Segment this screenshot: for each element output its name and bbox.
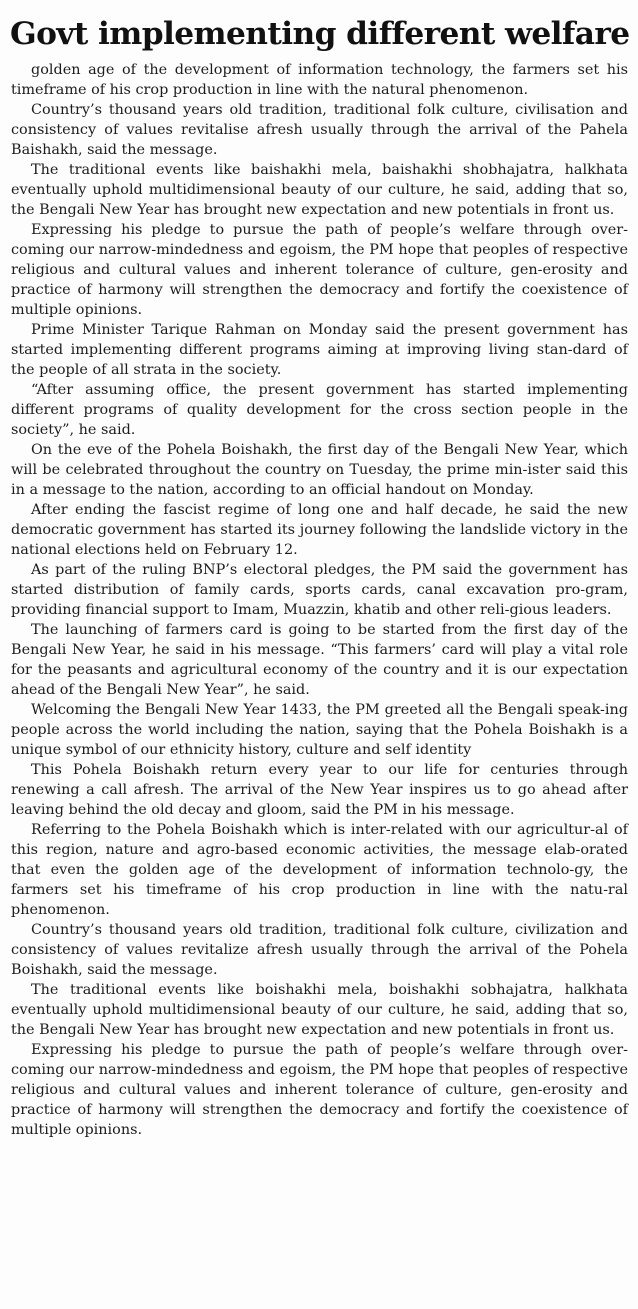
article-paragraph: Expressing his pledge to pursue the path of people’s welfare through over-coming our narrow-mindedness and egoism, the PM hope that peoples of respective religious and cultural values and inherent tolerance of culture, gen-erosity and practice of harmony will strengthen the democracy and fortify the coexistence of multiple opinions. bbox=[11, 222, 628, 318]
article-paragraph: The launching of farmers card is going to be started from the first day of the Bengali New Year, he said in his message. “This farmers’ card will play a vital role for the peasants and agricultural economy of the country and it is our expectation ahead of the Bengali New Year”, he said. bbox=[11, 622, 628, 698]
headline: Govt implementing different welfare bbox=[10, 16, 630, 52]
article-paragraph: Expressing his pledge to pursue the path of people’s welfare through over-coming our narrow-mindedness and egoism, the PM hope that peoples of respective religious and cultural values and inherent tolerance of culture, gen-erosity and practice of harmony will strengthen the democracy and fortify the coexistence of multiple opinions. bbox=[11, 1042, 628, 1138]
article-paragraph: As part of the ruling BNP’s electoral pledges, the PM said the government has started distribution of family cards, sports cards, canal excavation pro-gram, providing financial support to Imam, Muazzin, khatib and other reli-gious leaders. bbox=[11, 562, 628, 618]
article-paragraph: Welcoming the Bengali New Year 1433, the PM greeted all the Bengali speak-ing people across the world including the nation, saying that the Pohela Boishakh is a unique symbol of our ethnicity history, culture and self identity bbox=[11, 702, 628, 758]
article-paragraph: The traditional events like baishakhi mela, baishakhi shobhajatra, halkhata eventually uphold multidimensional beauty of our culture, he said, adding that so, the Bengali New Year has brought new expectation and new potentials in front us. bbox=[11, 162, 628, 218]
article-paragraph: On the eve of the Pohela Boishakh, the first day of the Bengali New Year, which will be celebrated throughout the country on Tuesday, the prime min-ister said this in a message to the nation, according to an official handout on Monday. bbox=[11, 442, 628, 498]
article-paragraph: “After assuming office, the present government has started implementing different programs of quality development for the cross section people in the society”, he said. bbox=[11, 382, 628, 438]
article-paragraph: Country’s thousand years old tradition, traditional folk culture, civilization and consistency of values revitalize afresh usually through the arrival of the Pohela Boishakh, said the message. bbox=[11, 922, 628, 978]
article-paragraph: Country’s thousand years old tradition, traditional folk culture, civilisation and consistency of values revitalise afresh usually through the arrival of the Pahela Baishakh, said the message. bbox=[11, 102, 628, 158]
article-body bbox=[11, 60, 628, 1140]
article-paragraph: The traditional events like boishakhi mela, boishakhi sobhajatra, halkhata eventually uphold multidimensional beauty of our culture, he said, adding that so, the Bengali New Year has brought new expectation and new potentials in front us. bbox=[11, 982, 628, 1038]
article-paragraph: After ending the fascist regime of long one and half decade, he said the new democratic government has started its journey following the landslide victory in the national elections held on February 12. bbox=[11, 502, 628, 558]
article-paragraph: This Pohela Boishakh return every year to our life for centuries through renewing a call afresh. The arrival of the New Year inspires us to go ahead after leaving behind the old decay and gloom, said the PM in his message. bbox=[11, 762, 628, 818]
article-paragraph: Referring to the Pohela Boishakh which is inter-related with our agricultur-al of this region, nature and agro-based economic activities, the message elab-orated that even the golden age of the development of information technolo-gy, the farmers set his timeframe of his crop production in line with the natu-ral phenomenon. bbox=[11, 822, 628, 918]
article-paragraph: golden age of the development of information technology, the farmers set his timeframe of his crop production in line with the natural phenomenon. bbox=[11, 62, 628, 98]
article-paragraph: Prime Minister Tarique Rahman on Monday said the present government has started implementing different programs aiming at improving living stan-dard of the people of all strata in the society. bbox=[11, 322, 628, 378]
